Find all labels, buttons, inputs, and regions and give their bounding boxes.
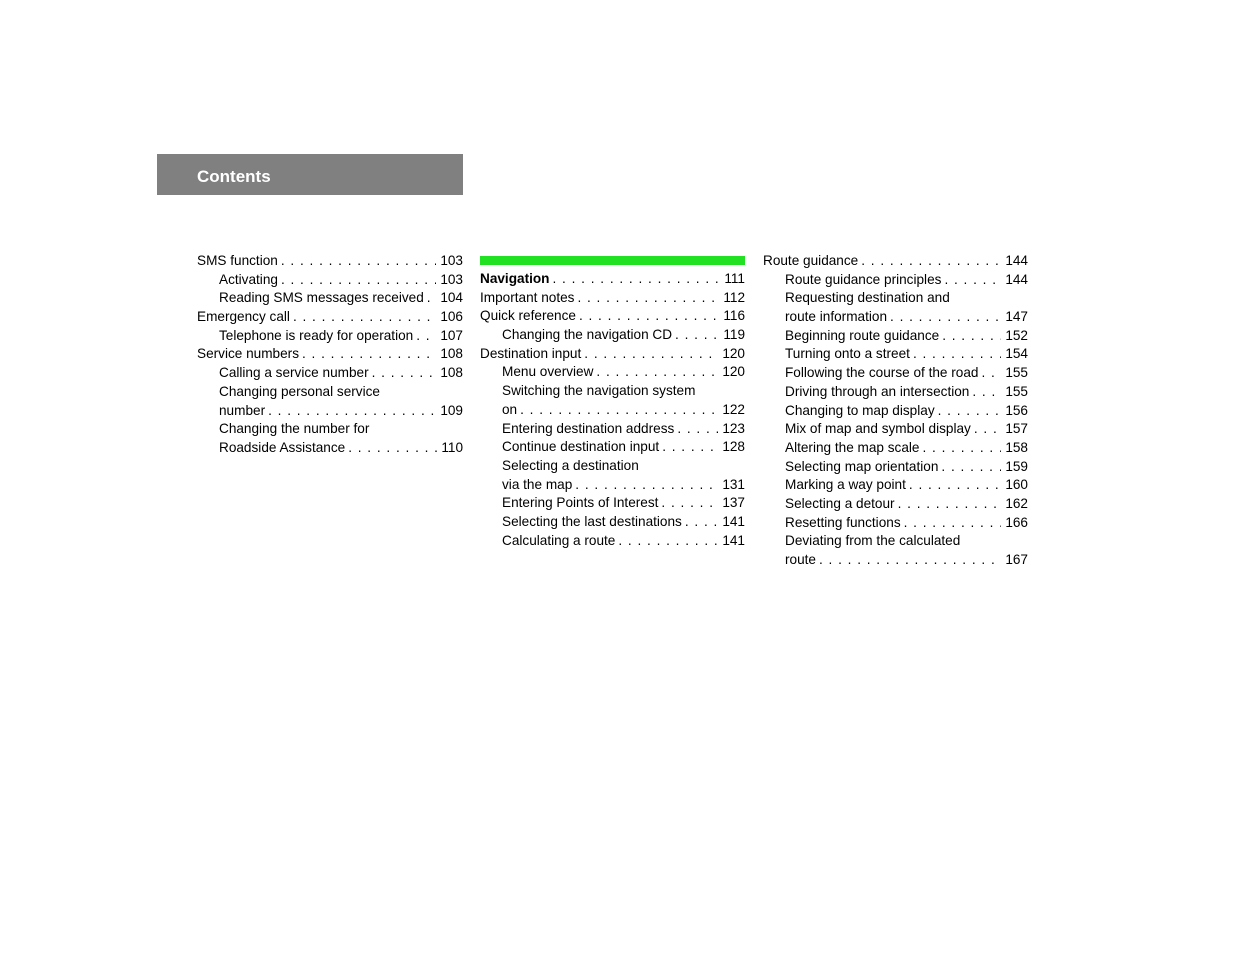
- toc-entry[interactable]: [480, 420, 745, 439]
- toc-entry-title: Selecting the last destinations: [502, 513, 682, 529]
- toc-entry-line: [785, 514, 1028, 533]
- toc-entry-title: Telephone is ready for operation: [219, 327, 414, 343]
- toc-page-number: 159: [1005, 458, 1028, 474]
- toc-page-number: 147: [1005, 309, 1028, 325]
- toc-entry-line: [502, 494, 745, 513]
- toc-entry-line: [785, 383, 1028, 402]
- toc-dot-leader: [938, 402, 1002, 421]
- toc-entry[interactable]: [763, 327, 1028, 346]
- contents-header-bar: [157, 154, 463, 195]
- toc-entry[interactable]: [480, 476, 745, 495]
- toc-entry[interactable]: [763, 383, 1028, 402]
- toc-entry-line: [785, 327, 1028, 346]
- toc-entry-line: [502, 326, 745, 345]
- toc-entry[interactable]: [763, 308, 1028, 327]
- toc-entry-line: [219, 364, 463, 383]
- toc-page-number: 155: [1005, 383, 1028, 399]
- toc-page-number: 103: [440, 253, 463, 268]
- toc-dot-leader: [348, 439, 437, 458]
- toc-entry[interactable]: [480, 363, 745, 382]
- toc-entry[interactable]: [197, 252, 463, 271]
- toc-dot-leader: [302, 345, 436, 364]
- toc-dot-leader: [661, 494, 718, 513]
- toc-entry-line: [480, 270, 745, 289]
- toc-column-3: [763, 252, 1028, 570]
- toc-page-number: 128: [722, 439, 745, 455]
- toc-entry[interactable]: [480, 401, 745, 420]
- toc-entry[interactable]: [197, 383, 463, 402]
- toc-entry-title: Selecting map orientation: [785, 458, 939, 474]
- toc-entry-title: Changing the number for: [219, 421, 370, 437]
- toc-page-number: 103: [440, 271, 463, 287]
- toc-entry-title: Menu overview: [502, 364, 594, 380]
- toc-entry-title: Reading SMS messages received: [219, 290, 424, 306]
- toc-page-number: 119: [723, 327, 745, 343]
- toc-page-number: 104: [440, 290, 463, 306]
- toc-dot-leader: [293, 308, 436, 327]
- toc-entry-line: [502, 476, 745, 495]
- toc-entry-title: Calculating a route: [502, 532, 616, 548]
- toc-page-number: 166: [1005, 514, 1028, 530]
- toc-dot-leader: [662, 438, 718, 457]
- toc-entry-title: Route guidance: [763, 253, 859, 268]
- toc-entry-title: Continue destination input: [502, 439, 660, 455]
- toc-page-number: 110: [441, 439, 463, 455]
- toc-dot-leader: [520, 401, 718, 420]
- toc-entry-line: [763, 252, 1028, 271]
- toc-entry[interactable]: [480, 532, 745, 551]
- toc-dot-leader: [972, 383, 1001, 402]
- toc-entry-line: [502, 420, 745, 439]
- toc-dot-leader: [974, 420, 1001, 439]
- toc-entry-line: [502, 532, 745, 551]
- toc-dot-leader: [553, 270, 721, 289]
- toc-entry-line: [785, 308, 1028, 327]
- toc-entry[interactable]: [763, 495, 1028, 514]
- toc-entry[interactable]: [480, 494, 745, 513]
- toc-dot-leader: [890, 308, 1001, 327]
- toc-page-number: 111: [724, 271, 745, 286]
- toc-entry-title: Navigation: [480, 271, 550, 286]
- toc-entry-line: [785, 364, 1028, 383]
- toc-entry-line: [219, 402, 463, 421]
- toc-entry-line: [219, 289, 463, 308]
- toc-entry[interactable]: [763, 289, 1028, 308]
- toc-page-number: 131: [722, 476, 745, 492]
- toc-entry[interactable]: [763, 439, 1028, 458]
- toc-page-number: 158: [1005, 439, 1028, 455]
- toc-entry[interactable]: [197, 402, 463, 421]
- toc-entry-title: Calling a service number: [219, 365, 369, 381]
- toc-dot-leader: [898, 495, 1002, 514]
- toc-dot-leader: [427, 289, 437, 308]
- toc-entry-line: [197, 345, 463, 364]
- toc-entry[interactable]: [197, 308, 463, 327]
- toc-dot-leader: [677, 420, 718, 439]
- toc-entry[interactable]: [197, 439, 463, 458]
- toc-dot-leader: [675, 326, 719, 345]
- toc-page-number: 106: [440, 309, 463, 325]
- toc-entry-line: [480, 289, 745, 308]
- toc-entry[interactable]: [763, 420, 1028, 439]
- toc-page-number: 141: [722, 513, 745, 529]
- toc-dot-leader: [942, 327, 1001, 346]
- toc-page-number: 156: [1005, 402, 1028, 418]
- toc-entry[interactable]: [763, 458, 1028, 477]
- toc-page-number: 141: [722, 532, 745, 548]
- toc-entry-line: [502, 401, 745, 420]
- toc-dot-leader: [281, 271, 436, 290]
- toc-entry-title: Emergency call: [197, 309, 290, 325]
- toc-entry-title: Switching the navigation system: [502, 383, 696, 399]
- toc-entry-line: [785, 532, 1028, 551]
- toc-entry-title: route information: [785, 309, 888, 325]
- toc-entry-title: via the map: [502, 476, 573, 492]
- toc-page-number: 144: [1005, 271, 1028, 287]
- toc-entry-line: [785, 495, 1028, 514]
- toc-page-number: 157: [1005, 421, 1028, 437]
- toc-entry-line: [219, 383, 463, 402]
- toc-entry-line: [219, 420, 463, 439]
- toc-entry-title: Resetting functions: [785, 514, 901, 530]
- toc-entry-title: Important notes: [480, 289, 575, 305]
- toc-entry-title: Driving through an intersection: [785, 383, 970, 399]
- toc-entry-title: on: [502, 401, 518, 417]
- toc-entry[interactable]: [763, 252, 1028, 271]
- toc-dot-leader: [861, 252, 1001, 271]
- toc-entry-title: Deviating from the calculated: [785, 533, 961, 549]
- toc-entry[interactable]: [763, 345, 1028, 364]
- toc-entry-title: Destination input: [480, 345, 582, 361]
- toc-dot-leader: [596, 363, 718, 382]
- toc-entry-line: [502, 513, 745, 532]
- toc-entry-line: [502, 363, 745, 382]
- toc-entry-line: [785, 345, 1028, 364]
- toc-dot-leader: [416, 327, 436, 346]
- toc-entry[interactable]: [197, 420, 463, 439]
- toc-page-number: 116: [723, 308, 745, 324]
- toc-entry-line: [785, 271, 1028, 290]
- toc-dot-leader: [281, 252, 436, 271]
- toc-dot-leader: [577, 289, 719, 308]
- toc-page-number: 144: [1005, 253, 1028, 268]
- toc-entry[interactable]: [480, 345, 745, 364]
- toc-entry-title: Quick reference: [480, 308, 576, 324]
- page-title: Contents: [197, 167, 271, 186]
- toc-entry[interactable]: [480, 289, 745, 308]
- toc-page-number: 109: [440, 402, 463, 418]
- toc-dot-leader: [904, 514, 1002, 533]
- toc-entry-line: [502, 438, 745, 457]
- toc-entry-line: [502, 457, 745, 476]
- toc-page-number: 108: [440, 346, 463, 362]
- toc-entry[interactable]: [763, 402, 1028, 421]
- toc-dot-leader: [941, 458, 1001, 477]
- toc-page-number: 162: [1005, 495, 1028, 511]
- toc-entry-title: Route guidance principles: [785, 271, 942, 287]
- toc-page-number: 120: [722, 345, 745, 361]
- toc-entry-title: Following the course of the road: [785, 365, 979, 381]
- toc-entry-line: [785, 289, 1028, 308]
- toc-dot-leader: [579, 307, 719, 326]
- toc-page-number: 107: [440, 327, 463, 343]
- navigation-section-marker: [480, 256, 745, 265]
- toc-entry[interactable]: [480, 326, 745, 345]
- toc-column-2: [480, 256, 745, 550]
- toc-dot-leader: [584, 345, 718, 364]
- toc-entry-line: [480, 345, 745, 364]
- toc-entry-title: Activating: [219, 271, 278, 287]
- toc-entry[interactable]: [197, 345, 463, 364]
- toc-dot-leader: [268, 402, 436, 421]
- toc-page-number: 160: [1005, 477, 1028, 493]
- toc-entry-line: [785, 420, 1028, 439]
- toc-entry[interactable]: [197, 289, 463, 308]
- toc-entry[interactable]: [763, 532, 1028, 551]
- toc-entry[interactable]: [763, 551, 1028, 570]
- toc-dot-leader: [372, 364, 437, 383]
- toc-entry-title: SMS function: [197, 253, 278, 268]
- toc-entry-line: [219, 271, 463, 290]
- toc-entry-line: [219, 327, 463, 346]
- toc-entry[interactable]: [480, 457, 745, 476]
- toc-dot-leader: [944, 271, 1001, 290]
- toc-entry-title: Changing the navigation CD: [502, 327, 673, 343]
- toc-entry-title: Changing personal service: [219, 383, 380, 399]
- toc-entry[interactable]: [763, 476, 1028, 495]
- toc-entry[interactable]: [480, 270, 745, 289]
- toc-entry-title: Turning onto a street: [785, 346, 910, 362]
- toc-dot-leader: [923, 439, 1002, 458]
- toc-page-number: 112: [723, 289, 745, 305]
- toc-entry-title: Roadside Assistance: [219, 439, 346, 455]
- toc-entry-title: Entering Points of Interest: [502, 495, 659, 511]
- toc-entry-line: [219, 439, 463, 458]
- toc-entry-line: [480, 307, 745, 326]
- toc-entry[interactable]: [480, 382, 745, 401]
- toc-page-number: 154: [1005, 346, 1028, 362]
- toc-page-number: 155: [1005, 365, 1028, 381]
- toc-dot-leader: [909, 476, 1001, 495]
- toc-entry-line: [502, 382, 745, 401]
- toc-entry[interactable]: [480, 513, 745, 532]
- toc-page-number: 108: [440, 365, 463, 381]
- toc-dot-leader: [685, 513, 718, 532]
- toc-entry[interactable]: [197, 271, 463, 290]
- toc-entry-title: route: [785, 552, 816, 567]
- toc-entry[interactable]: [763, 364, 1028, 383]
- toc-dot-leader: [981, 364, 1001, 383]
- toc-entry-title: Marking a way point: [785, 477, 906, 493]
- toc-entry-title: Mix of map and symbol display: [785, 421, 971, 437]
- toc-page-number: 123: [722, 420, 745, 436]
- toc-page-number: 167: [1005, 552, 1028, 567]
- toc-entry[interactable]: [197, 327, 463, 346]
- toc-column-1: [197, 252, 463, 458]
- toc-entry[interactable]: [480, 307, 745, 326]
- toc-entry-title: Service numbers: [197, 346, 299, 362]
- toc-entry-title: Selecting a detour: [785, 495, 895, 511]
- toc-entry-title: number: [219, 402, 266, 418]
- toc-page-number: 120: [722, 364, 745, 380]
- toc-entry-line: [197, 308, 463, 327]
- toc-dot-leader: [575, 476, 718, 495]
- toc-entry[interactable]: [763, 514, 1028, 533]
- toc-page-number: 137: [722, 495, 745, 511]
- toc-entry-line: [785, 458, 1028, 477]
- toc-dot-leader: [819, 551, 1001, 570]
- toc-entry-title: Requesting destination and: [785, 290, 950, 306]
- toc-dot-leader: [913, 345, 1001, 364]
- toc-entry-title: Altering the map scale: [785, 439, 920, 455]
- toc-page-number: 152: [1005, 327, 1028, 343]
- toc-entry[interactable]: [763, 271, 1028, 290]
- toc-entry-line: [785, 476, 1028, 495]
- toc-entry-title: Beginning route guidance: [785, 327, 940, 343]
- toc-entry-line: [785, 439, 1028, 458]
- toc-entry-title: Changing to map display: [785, 402, 935, 418]
- toc-entry[interactable]: [480, 438, 745, 457]
- toc-entry[interactable]: [197, 364, 463, 383]
- toc-entry-line: [197, 252, 463, 271]
- toc-dot-leader: [618, 532, 718, 551]
- toc-entry-line: [785, 402, 1028, 421]
- toc-entry-title: Selecting a destination: [502, 457, 639, 473]
- toc-entry-title: Entering destination address: [502, 420, 675, 436]
- toc-page-number: 122: [722, 401, 745, 417]
- toc-entry-line: [785, 551, 1028, 570]
